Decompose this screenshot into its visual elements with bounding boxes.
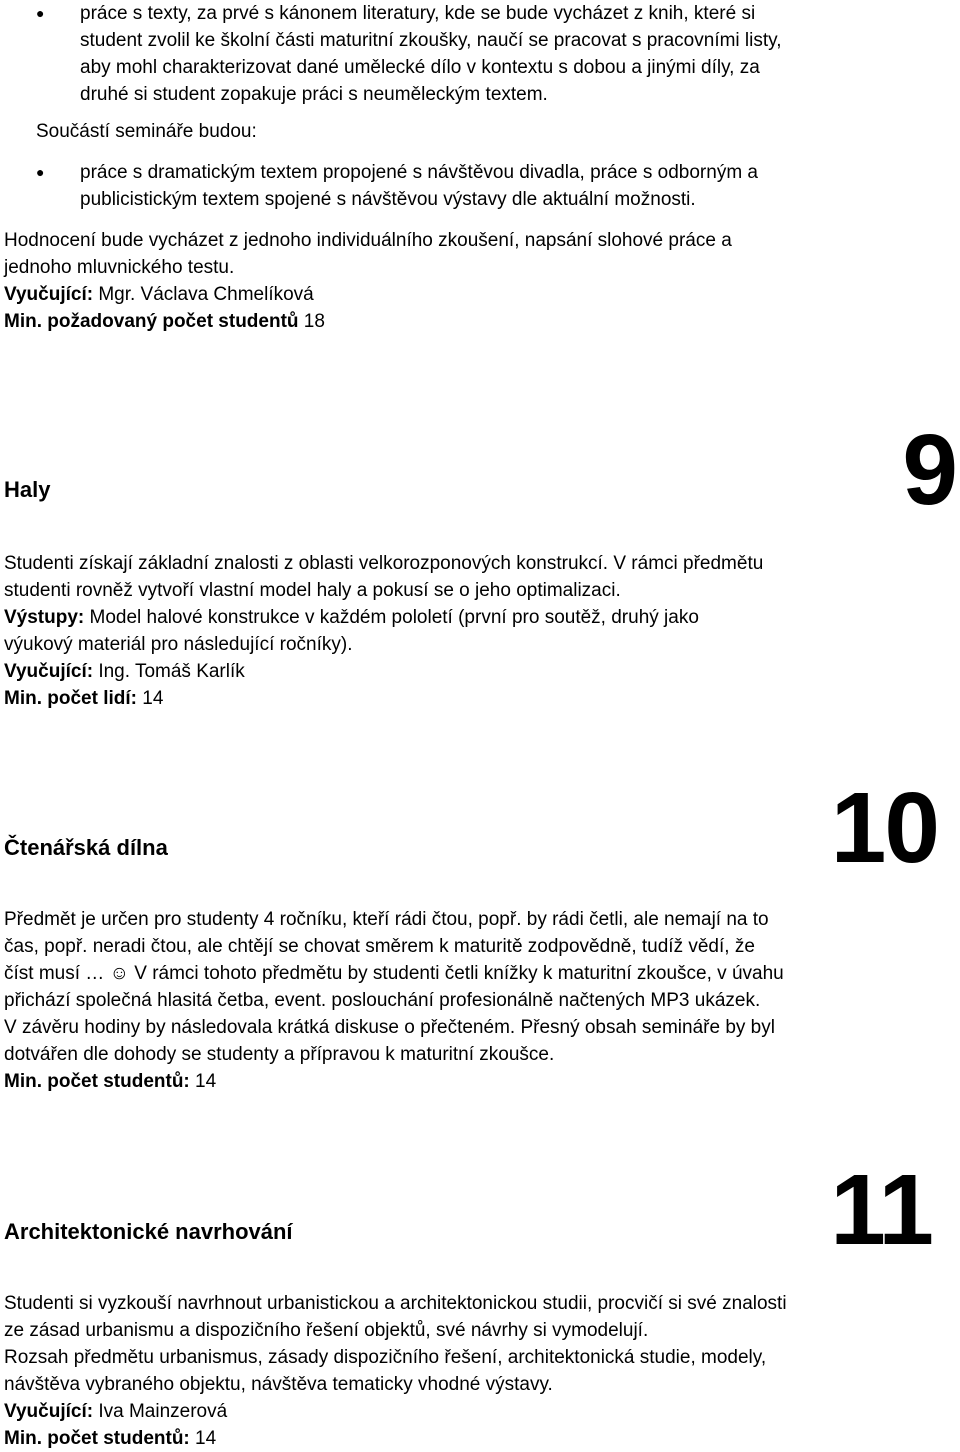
- components-label: Součástí semináře budou:: [36, 121, 257, 142]
- teacher-label: Vyučující:: [4, 661, 94, 682]
- section-number-9: 9: [902, 414, 956, 526]
- min-label: Min. počet studentů:: [4, 1071, 190, 1092]
- section-number-10: 10: [830, 772, 938, 884]
- min-people-line: [4, 685, 960, 712]
- teacher-label: Vyučující:: [4, 284, 94, 305]
- min-label: Min. požadovaný počet studentů: [4, 311, 299, 332]
- section-body-haly: [4, 550, 960, 712]
- section-title-architektonicke-navrhovani: Architektonické navrhování: [4, 1219, 293, 1244]
- paragraph-line: publicistickým textem spojené s návštěvou výstavy dle aktuální možnosti.: [80, 189, 696, 210]
- paragraph-line: návštěva vybraného objektu, návštěva tematicky vhodné výstavy.: [4, 1374, 553, 1395]
- min-value: 14: [189, 1071, 217, 1092]
- paragraph-line: Studenti si vyzkouší navrhnout urbanistickou a architektonickou studii, procvičí si své znalosti: [4, 1293, 787, 1314]
- min-students-line: [4, 1068, 960, 1095]
- paragraph-line: Předmět je určen pro studenty 4 ročníku, kteří rádi čtou, popř. by rádi četli, ale nemají na to: [4, 909, 769, 930]
- outputs-line: [4, 604, 960, 631]
- paragraph-line: student zvolil ke školní části maturitní zkoušky, naučí se pracovat s pracovními listy,: [80, 30, 782, 51]
- min-students-line: [4, 308, 960, 335]
- teacher-line: [4, 1398, 960, 1425]
- teacher-line: [4, 658, 960, 685]
- min-students-line: [4, 1425, 960, 1452]
- section-title-ctenarska-dilna: Čtenářská dílna: [4, 835, 168, 860]
- section-body-ctenarska-dilna: [4, 906, 960, 1095]
- min-label: Min. počet lidí:: [4, 688, 137, 709]
- section-body-architektonicke-navrhovani: [4, 1290, 960, 1452]
- paragraph-line: čas, popř. neradi čtou, ale chtějí se chovat směrem k maturitě zodpovědně, tudíž vědí, že: [4, 936, 755, 957]
- paragraph-line: studenti rovněž vytvoří vlastní model haly a pokusí se o jeho optimalizaci.: [4, 580, 621, 601]
- teacher-label: Vyučující:: [4, 1401, 94, 1422]
- paragraph-line: druhé si student zopakuje práci s neuměleckým textem.: [80, 84, 548, 105]
- evaluation-paragraph: [4, 227, 960, 335]
- paragraph-line: V závěru hodiny by následovala krátká diskuse o přečteném. Přesný obsah semináře by byl: [4, 1017, 775, 1038]
- teacher-value: Ing. Tomáš Karlík: [93, 661, 245, 682]
- min-value: 14: [189, 1428, 217, 1449]
- teacher-value: Mgr. Václava Chmelíková: [93, 284, 314, 305]
- paragraph-line: aby mohl charakterizovat dané umělecké dílo v kontextu s dobou a jinými díly, za: [80, 57, 760, 78]
- paragraph-line: Studenti získají základní znalosti z oblasti velkorozponových konstrukcí. V rámci předmětu: [4, 553, 764, 574]
- min-value: 14: [137, 688, 164, 709]
- min-label: Min. počet studentů:: [4, 1428, 190, 1449]
- section-number-11: 11: [830, 1154, 932, 1266]
- bullet-icon: ●: [36, 5, 45, 21]
- paragraph-line: číst musí … ☺ V rámci tohoto předmětu by studenti četli knížky k maturitní zkoušce, v úvahu: [4, 963, 784, 984]
- paragraph-line: výukový materiál pro následující ročníky).: [4, 634, 353, 655]
- bullet-icon: ●: [36, 164, 45, 180]
- section-title-haly: Haly: [4, 477, 51, 502]
- outputs-label: Výstupy:: [4, 607, 85, 628]
- teacher-value: Iva Mainzerová: [93, 1401, 228, 1422]
- min-value: 18: [298, 311, 325, 332]
- paragraph-line: dotvářen dle dohody se studenty a přípravou k maturitní zkoušce.: [4, 1044, 555, 1065]
- teacher-line: [4, 281, 960, 308]
- paragraph-line: Hodnocení bude vycházet z jednoho individuálního zkoušení, napsání slohové práce a: [4, 230, 732, 251]
- paragraph-line: jednoho mluvnického testu.: [4, 257, 235, 278]
- paragraph-line: práce s texty, za prvé s kánonem literatury, kde se bude vycházet z knih, které si: [80, 3, 756, 24]
- paragraph-line: přichází společná hlasitá četba, event. poslouchání profesionálně načtených MP3 ukázek.: [4, 990, 761, 1011]
- paragraph-line: Rozsah předmětu urbanismus, zásady dispozičního řešení, architektonická studie, modely,: [4, 1347, 767, 1368]
- paragraph-line: práce s dramatickým textem propojené s návštěvou divadla, práce s odborným a: [80, 162, 758, 183]
- outputs-value: Model halové konstrukce v každém pololetí (první pro soutěž, druhý jako: [84, 607, 699, 628]
- paragraph-line: ze zásad urbanismu a dispozičního řešení objektů, své návrhy si vymodelují.: [4, 1320, 649, 1341]
